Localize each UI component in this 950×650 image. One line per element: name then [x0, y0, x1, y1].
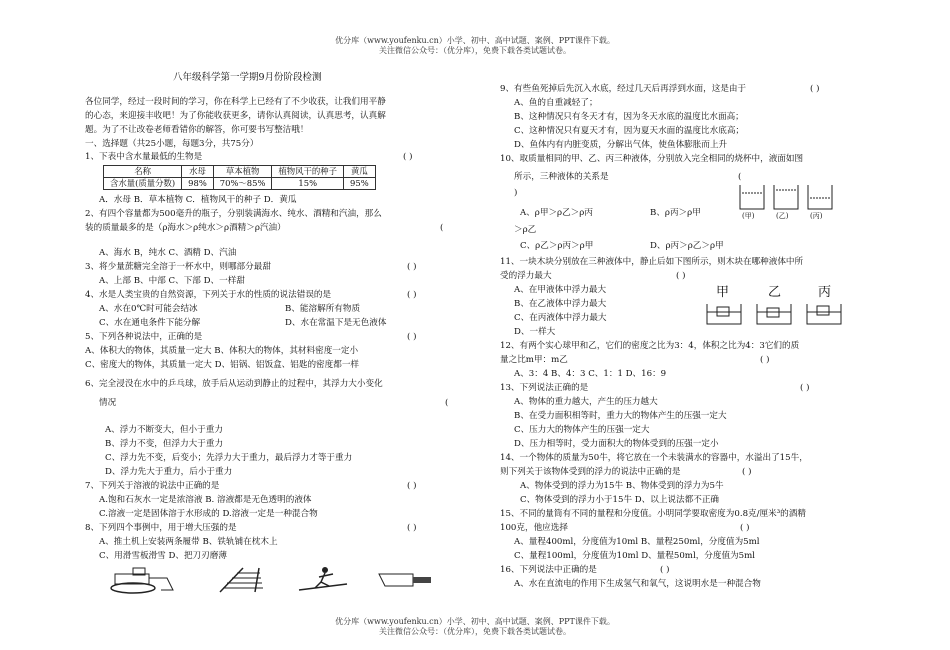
table-row — [104, 178, 376, 190]
q11-paren: ( ) — [676, 271, 686, 281]
q8-line-1: A、推土机上安装两条履带 B、铁轨铺在枕木上 — [99, 537, 278, 547]
q7-line-1: A.饱和石灰水一定是浓溶液 B. 溶液都是无色透明的液体 — [99, 495, 312, 505]
intro-line-1: 各位同学，经过一段时间的学习，你在科学上已经有了不少收获，让我们用平静 — [85, 97, 386, 107]
q9-stem: 9、有些鱼死掉后先沉入水底，经过几天后再浮到水面，这是由于 — [500, 84, 747, 94]
q13-option-d: D、压力相等时，受力面积大的物体受到的压强一定小 — [514, 439, 719, 449]
q7-stem: 7、下列关于溶液的说法中正确的是 — [85, 481, 220, 491]
q10-option-b-cont: ＞ρ乙 — [514, 225, 537, 235]
q7-paren: ( ) — [407, 481, 417, 491]
q3-paren: ( ) — [407, 262, 417, 272]
q4-stem: 4、水是人类宝贵的自然资源，下列关于水的性质的说法错误的是 — [85, 290, 332, 300]
table-cell: 70%～85% — [213, 178, 272, 190]
q10-close-paren: ) — [514, 188, 518, 198]
floating-blocks-figure — [705, 302, 845, 328]
q12-line-2: 量之比m甲：m乙 — [500, 355, 568, 365]
q6-option-c: C、浮力先不变，后变小；先浮力大于重力，最后浮力才等于重力 — [105, 453, 353, 463]
q16-option-a: A、水在直流电的作用下生成氢气和氧气，这说明水是一种混合物 — [514, 579, 761, 589]
q1-paren: ( ) — [403, 152, 413, 162]
q9-option-d: D、鱼体内有内脏变质，分解出气体，使鱼体膨胀而上升 — [514, 140, 728, 150]
q15-line-3: A、量程400ml，分度值为10ml B、量程250ml，分度值为5ml — [514, 537, 760, 547]
q8-stem: 8、下列四个事例中，用于增大压强的是 — [85, 523, 237, 533]
table-header-row — [104, 166, 376, 178]
q15-paren: ( ) — [740, 523, 750, 533]
container-label-yi: 乙 — [768, 285, 782, 300]
q9-option-a: A、鱼的自重减轻了； — [514, 98, 598, 108]
q10-paren: ( — [738, 172, 742, 182]
beaker-label-jia: (甲) — [742, 212, 755, 220]
q11-line-1: 11、一块木块分别放在三种液体中，静止后如下图所示，则木块在哪种液体中所 — [500, 257, 804, 267]
q13-option-b: B、在受力面积相等时，重力大的物体产生的压强一定大 — [514, 411, 727, 421]
table-cell: 水母 — [182, 166, 214, 178]
q2-options: A、海水 B，纯水 C、酒精 D、汽油 — [99, 248, 237, 258]
q5-paren: ( ) — [407, 332, 417, 342]
table-cell: 草本植物 — [213, 166, 272, 178]
q5-line-2: C、密度大的物体，其质量一定大 D、铝锅、铝饭盒、铝匙的密度都一样 — [85, 360, 360, 370]
q6-option-d: D、浮力先大于重力，后小于重力 — [105, 467, 233, 477]
footer-line-2: 关注微信公众号：（优分库），免费下载各类试题试卷。 — [379, 627, 571, 636]
q1-options: A．水母 B．草本植物 C．植物风干的种子 D．黄瓜 — [99, 195, 297, 205]
q7-line-2: C.溶液一定是固体溶于水形成的 D.溶液一定是一种混合物 — [99, 509, 318, 519]
q12-line-1: 12、有两个实心球甲和乙，它们的密度之比为3：4，体积之比为4：3它们的质 — [500, 341, 800, 351]
q3-options: A、上部 B、中部 C、下部 D、一样甜 — [99, 276, 245, 286]
container-label-bing: 丙 — [818, 285, 832, 300]
q13-option-c: C、压力大的物体产生的压强一定大 — [514, 425, 650, 435]
beaker-label-bing: (丙) — [810, 212, 823, 220]
q10-option-a: A、ρ甲＞ρ乙＞ρ丙 — [520, 208, 593, 218]
q10-line-2: 所示，三种液体的关系是 — [514, 172, 609, 182]
table-cell: 15% — [272, 178, 344, 190]
page-footer — [0, 617, 950, 637]
skier-illustration — [295, 564, 355, 594]
q9-paren: ( ) — [810, 84, 820, 94]
table-cell: 黄瓜 — [344, 166, 376, 178]
header-line-2: 关注微信公众号：（优分库），免费下载各类试题试卷。 — [379, 46, 571, 55]
table-cell: 95% — [344, 178, 376, 190]
q1-stem: 1、下表中含水量最低的生物是 — [85, 152, 203, 162]
section-title: 一、选择题（共25小题，每题3分，共75分） — [85, 139, 259, 149]
q2-line-2: 装的质量最多的是（ρ海水＞ρ纯水＞ρ酒精＞ρ汽油） — [85, 223, 286, 233]
intro-line-2: 的心态，来迎接丰收吧！为了你能收获更多，请你认真阅读，认真思考，认真解 — [85, 111, 386, 121]
footer-line-1: 优分库（www.youfenku.cn）小学、初中、高中试题、案例、PPT课件下载。 — [335, 617, 615, 626]
q1-table — [103, 165, 376, 190]
q4-option-a: A、水在0℃时可能会结冰 — [99, 304, 198, 314]
q10-option-b: B、ρ丙＞ρ甲 — [650, 208, 701, 218]
q11-option-d: D、一样大 — [514, 327, 556, 337]
table-cell: 含水量(质量分数) — [104, 178, 182, 190]
q6-paren: ( — [445, 398, 449, 408]
q3-stem: 3、将少量蔗糖完全溶于一杯水中，则哪部分最甜 — [85, 262, 271, 272]
q6-stem: 6、完全浸没在水中的乒乓球，放手后从运动到静止的过程中，其浮力大小变化 — [85, 379, 383, 389]
q2-line-1: 2、有四个容量都为500毫升的瓶子，分别装满海水、纯水、酒精和汽油，那么 — [85, 209, 382, 219]
knife-illustration — [375, 566, 435, 594]
q16-paren: ( ) — [660, 565, 670, 575]
q6-line-2: 情况 — [99, 398, 117, 408]
q5-stem: 5、下列各种说法中，正确的是 — [85, 332, 203, 342]
q13-paren: ( ) — [800, 383, 810, 393]
container-label-jia: 甲 — [716, 285, 730, 300]
bulldozer-illustration — [107, 566, 177, 594]
q12-options: A、3：4 B、4：3 C、1：1 D、16：9 — [514, 369, 667, 379]
page-header — [0, 36, 950, 56]
q10-option-c: C、ρ乙＞ρ丙＞ρ甲 — [520, 241, 594, 251]
q11-option-a: A、在甲液体中浮力最大 — [514, 285, 607, 295]
page-title: 八年级科学第一学期9月份阶段检测 — [173, 72, 322, 83]
table-cell: 98% — [182, 178, 214, 190]
q12-paren: ( ) — [760, 355, 770, 365]
q8-line-2: C、用滑雪板滑雪 D、把刀刃磨薄 — [99, 551, 227, 561]
q9-option-c: C、这种情况只有夏天才有，因为夏天水面的温度比水底高； — [514, 126, 745, 136]
q4-paren: ( ) — [407, 290, 417, 300]
q15-line-2: 100克，他应选择 — [500, 523, 568, 533]
q6-option-a: A、浮力不断变大，但小于重力 — [105, 425, 223, 435]
table-cell: 植物风干的种子 — [272, 166, 344, 178]
q13-option-a: A、物体的重力越大，产生的压力越大 — [514, 397, 658, 407]
q5-line-1: A、体积大的物体，其质量一定大 B、体积大的物体，其材料密度一定小 — [85, 346, 359, 356]
q6-option-b: B、浮力不变，但浮力大于重力 — [105, 439, 224, 449]
beaker-label-yi: (乙) — [776, 212, 789, 220]
q11-option-b: B、在乙液体中浮力最大 — [514, 299, 607, 309]
q2-paren: ( — [440, 223, 444, 233]
q14-line-3: A、物体受到的浮力为15牛 B、物体受到的浮力为5牛 — [520, 481, 724, 491]
q4-option-b: B、能溶解所有物质 — [285, 304, 361, 314]
q16-stem: 16、下列说法中正确的是 — [500, 565, 597, 575]
q4-option-d: D、水在常温下是无色液体 — [285, 318, 387, 328]
q14-line-1: 14、一个物体的质量为50牛，将它放在一个未装满水的容器中，水溢出了15牛， — [500, 453, 808, 463]
q15-line-4: C、量程100ml，分度值为10ml D、量程50ml，分度值为5ml — [514, 551, 756, 561]
q14-line-4: C、物体受到的浮力小于15牛 D、以上说法都不正确 — [520, 495, 720, 505]
q9-option-b: B、这种情况只有冬天才有，因为冬天水底的温度比水面高； — [514, 112, 744, 122]
q10-line-1: 10、取质量相同的甲、乙、丙三种液体，分别放入完全相同的烧杯中，液面如图 — [500, 154, 804, 164]
q4-option-c: C、水在通电条件下能分解 — [99, 318, 201, 328]
q14-line-2: 则下列关于该物体受到的浮力的说法中正确的是 — [500, 467, 681, 477]
header-line-1: 优分库（www.youfenku.cn）小学、初中、高中试题、案例、PPT课件下载。 — [335, 36, 615, 45]
q10-option-d: D、ρ丙＞ρ乙＞ρ甲 — [650, 241, 724, 251]
q14-paren: ( ) — [742, 467, 752, 477]
q11-line-2: 受的浮力最大 — [500, 271, 552, 281]
q15-line-1: 15、不同的量筒有不同的量程和分度值。小明同学要取密度为0.8克/厘米³的酒精 — [500, 509, 806, 519]
q8-paren: ( ) — [407, 523, 417, 533]
q13-stem: 13、下列说法正确的是 — [500, 383, 589, 393]
intro-line-3: 题。为了不让改卷老师看错你的解答，你可要书写整洁哦！ — [85, 125, 309, 135]
q11-option-c: C、在丙液体中浮力最大 — [514, 313, 607, 323]
table-cell: 名称 — [104, 166, 182, 178]
railway-track-illustration — [215, 566, 285, 594]
